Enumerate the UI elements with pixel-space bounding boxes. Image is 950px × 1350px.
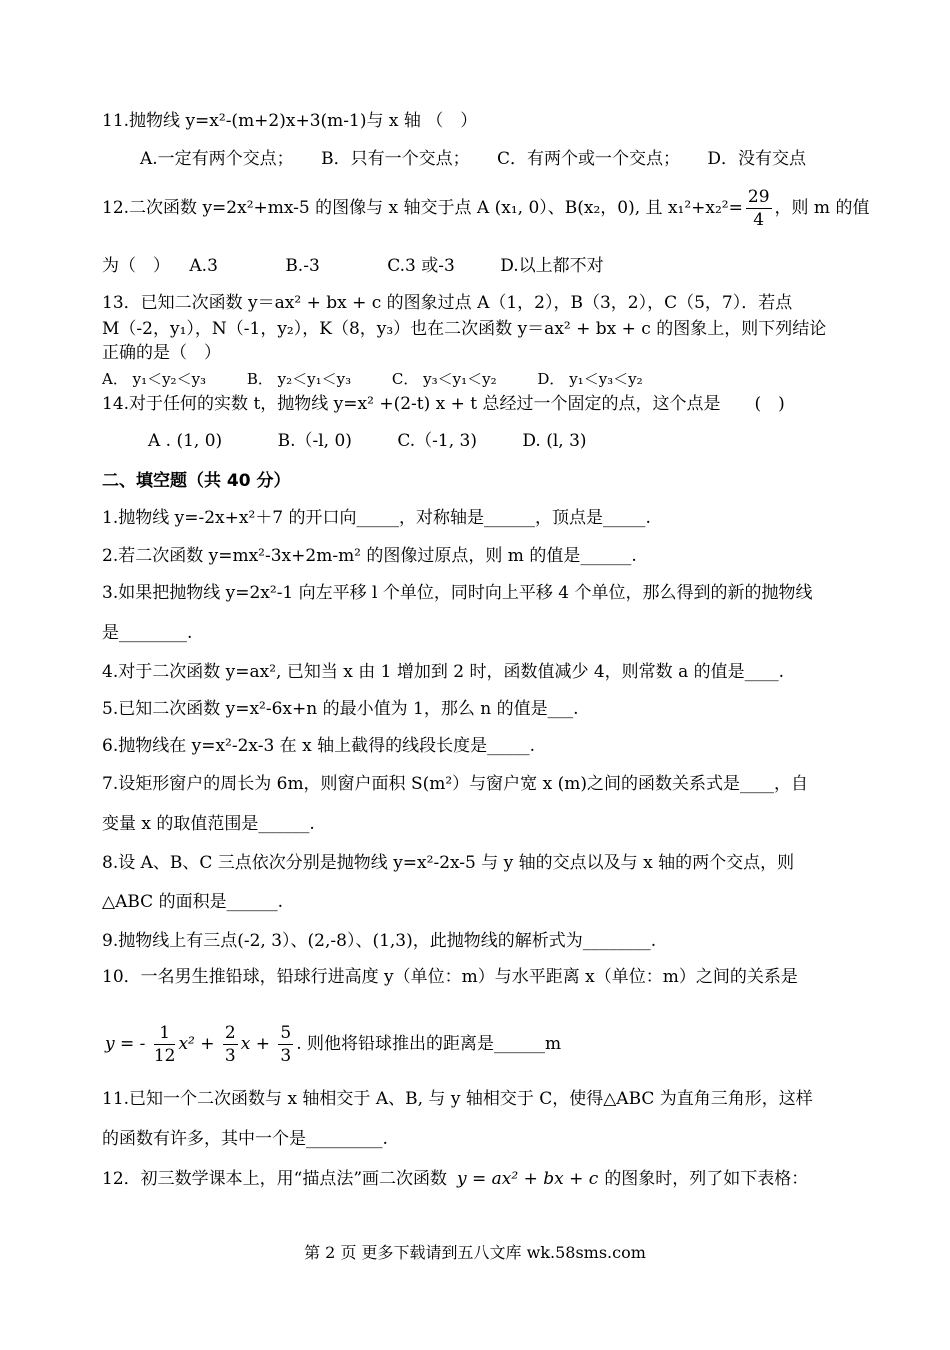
formula-y: y = - xyxy=(105,1034,146,1054)
fraction-1-12 xyxy=(154,1022,176,1067)
frac-num: 2 xyxy=(224,1023,236,1043)
q13-option-a: A． y₁＜y₂＜y₃ xyxy=(102,370,207,388)
q14-option-c: C.（-1, 3) xyxy=(397,431,477,451)
q12-stem-pre: 12.二次函数 y=2x²+mx-5 的图像与 x 轴交于点 A (x₁, 0）、B(x₂，0), 且 x₁²+x₂²= xyxy=(102,198,743,218)
q11-option-a: A.一定有两个交点； xyxy=(140,149,294,169)
fill-9: 9.抛物线上有三点(-2, 3）、(2,-8）、(1,3)，此抛物线的解析式为________. xyxy=(102,931,657,951)
q14-stem: 14.对于任何的实数 t，抛物线 y=x² +(2-t) x + t 总经过一个固定的点，这个点是 ( ) xyxy=(102,394,785,414)
fill-6: 6.抛物线在 y=x²-2x-3 在 x 轴上截得的线段长度是_____. xyxy=(102,736,535,756)
fill-11-line2: 的函数有许多，其中一个是_________. xyxy=(102,1129,388,1149)
fill-10-line1: 10．一名男生推铅球，铅球行进高度 y（单位：m）与水平距离 x（单位：m）之间的关系是 xyxy=(102,967,798,987)
fill-2: 2.若二次函数 y=mx²-3x+2m-m² 的图像过原点，则 m 的值是______. xyxy=(102,546,637,566)
q13-line3: 正确的是（ ） xyxy=(102,343,221,363)
q13-option-b: B． y₂＜y₁＜y₃ xyxy=(246,370,352,388)
fill-12-post: 的图象时，列了如下表格： xyxy=(604,1169,809,1189)
q14-options xyxy=(148,430,587,452)
section-title-fill-in: 二、填空题（共 40 分） xyxy=(102,471,291,491)
q13-option-d: D． y₁＜y₃＜y₂ xyxy=(537,370,643,388)
q12-option-c: C.3 或-3 xyxy=(387,256,455,276)
fraction-5-3 xyxy=(278,1022,293,1067)
frac-den: 3 xyxy=(280,1046,292,1066)
fill-7-line2: 变量 x 的取值范围是______. xyxy=(102,814,315,834)
q11-stem: 11.抛物线 y=x²-(m+2)x+3(m-1)与 x 轴 （ ） xyxy=(102,111,478,131)
page-footer: 第 2 页 更多下载请到五八文库 wk.58sms.com xyxy=(304,1243,646,1262)
fill-12 xyxy=(102,1168,808,1190)
q11-option-c: C．有两个或一个交点； xyxy=(497,149,681,169)
q11-options xyxy=(140,148,806,170)
q14-option-d: D. (l, 3) xyxy=(522,431,587,451)
q12-frac-den: 4 xyxy=(753,210,765,230)
frac-num: 1 xyxy=(154,1022,176,1045)
q12-fraction xyxy=(746,186,772,231)
fill-7-line1: 7.设矩形窗户的周长为 6m，则窗户面积 S(m²）与窗户宽 x (m)之间的函数关系式是____，自 xyxy=(102,774,808,794)
frac-den: 12 xyxy=(153,1046,176,1066)
q12-options xyxy=(102,255,604,277)
formula-term: x + xyxy=(240,1034,270,1054)
fill-3-line2: 是________. xyxy=(102,623,193,643)
q11-option-d: D．没有交点 xyxy=(707,149,807,169)
q11-option-b: B．只有一个交点； xyxy=(321,149,470,169)
q12-option-d: D.以上都不对 xyxy=(500,256,604,276)
q13-line1: 13．已知二次函数 y＝ax² + bx + c 的图象过点 A（1，2），B（3，2），C（5，7）．若点 xyxy=(102,293,793,313)
q13-option-c: C． y₃＜y₁＜y₂ xyxy=(391,370,497,388)
q12-option-b: B.-3 xyxy=(285,256,320,276)
q12-stem-post: ，则 m 的值 xyxy=(774,198,870,218)
fill-10-post: . 则他将铅球推出的距离是______m xyxy=(296,1034,562,1054)
q12-stem xyxy=(102,186,869,231)
q12-frac-num: 29 xyxy=(747,187,770,207)
q13-line2: M（-2，y₁），N（-1，y₂），K（8，y₃）也在二次函数 y＝ax² + bx + c 的图象上，则下列结论 xyxy=(102,319,827,339)
q12-option-a: A.3 xyxy=(189,256,218,276)
fraction-2-3 xyxy=(223,1022,238,1067)
formula-term: x² + xyxy=(178,1034,215,1054)
fill-1: 1.抛物线 y=-2x+x²＋7 的开口向_____，对称轴是______，顶点是_____. xyxy=(102,508,651,528)
frac-num: 5 xyxy=(280,1023,292,1043)
q14-option-a: A . (1, 0) xyxy=(148,431,223,451)
fill-8-line1: 8.设 A、B、C 三点依次分别是抛物线 y=x²-2x-5 与 y 轴的交点以及与 x 轴的两个交点，则 xyxy=(102,853,795,873)
q12-line2: 为（ ） xyxy=(102,256,170,276)
frac-den: 3 xyxy=(224,1046,236,1066)
fill-10-formula xyxy=(105,1022,561,1067)
fill-4: 4.对于二次函数 y=ax², 已知当 x 由 1 增加到 2 时，函数值减少 4，则常数 a 的值是____. xyxy=(102,662,785,682)
q14-option-b: B.（-l, 0) xyxy=(277,431,352,451)
fill-12-text: 12．初三数学课本上，用“描点法”画二次函数 xyxy=(102,1169,448,1189)
fill-8-line2: △ABC 的面积是______. xyxy=(102,892,283,912)
fill-5: 5.已知二次函数 y=x²-6x+n 的最小值为 1，那么 n 的值是___. xyxy=(102,699,579,719)
fill-12-formula: y = ax² + bx + c xyxy=(457,1169,599,1189)
q13-options xyxy=(102,368,643,390)
fill-3-line1: 3.如果把抛物线 y=2x²-1 向左平移 l 个单位，同时向上平移 4 个单位，那么得到的新的抛物线 xyxy=(102,583,813,603)
fill-11-line1: 11.已知一个二次函数与 x 轴相交于 A、B, 与 y 轴相交于 C，使得△ABC 为直角三角形，这样 xyxy=(102,1089,813,1109)
